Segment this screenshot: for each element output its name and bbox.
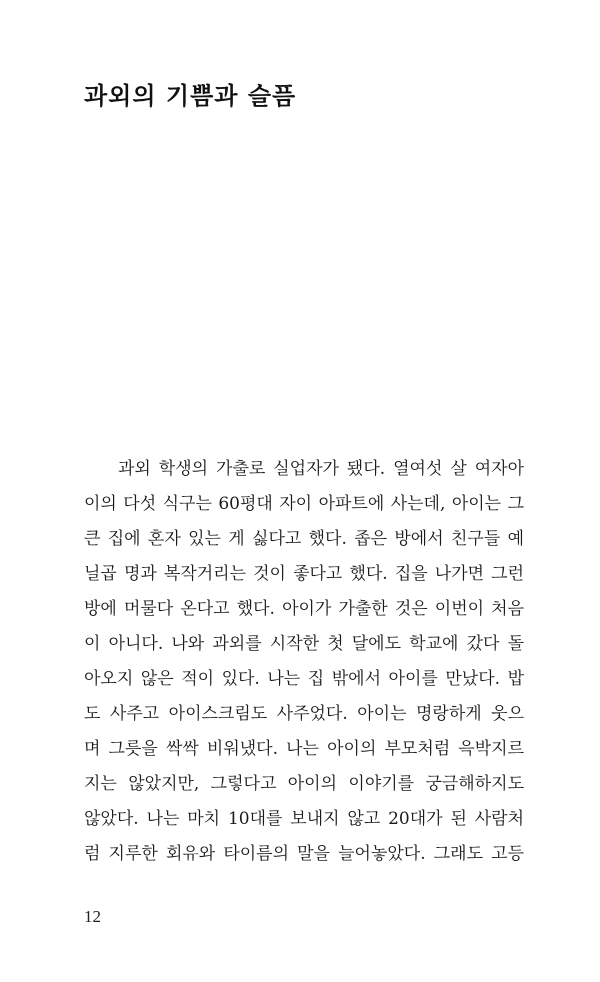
text-line: 아오지 않은 적이 있다. 나는 집 밖에서 아이를 만났다. 밥 <box>84 669 524 689</box>
text-line: 큰 집에 혼자 있는 게 싫다고 했다. 좁은 방에서 친구들 예 <box>84 529 524 549</box>
text-line: 이 아니다. 나와 과외를 시작한 첫 달에도 학교에 갔다 돌 <box>84 634 524 654</box>
page-number: 12 <box>84 907 101 926</box>
body-paragraph <box>84 452 524 872</box>
text-line: 닐곱 명과 복작거리는 것이 좋다고 했다. 집을 나가면 그런 <box>84 564 524 584</box>
text-line: 럼 지루한 회유와 타이름의 말을 늘어놓았다. 그래도 고등 <box>84 844 524 864</box>
text-line: 지는 않았지만, 그렇다고 아이의 이야기를 궁금해하지도 <box>84 774 524 794</box>
text-line: 방에 머물다 온다고 했다. 아이가 가출한 것은 이번이 처음 <box>84 599 524 619</box>
text-line: 도 사주고 아이스크림도 사주었다. 아이는 명랑하게 웃으 <box>84 704 524 724</box>
text-line: 않았다. 나는 마치 10대를 보내지 않고 20대가 된 사람처 <box>84 809 524 829</box>
chapter-title: 과외의 기쁨과 슬픔 <box>84 82 297 110</box>
text-line: 과외 학생의 가출로 실업자가 됐다. 열여섯 살 여자아 <box>118 459 524 479</box>
text-line: 이의 다섯 식구는 60평대 자이 아파트에 사는데, 아이는 그 <box>84 494 524 514</box>
text-line: 며 그릇을 싹싹 비워냈다. 나는 아이의 부모처럼 윽박지르 <box>84 739 524 759</box>
